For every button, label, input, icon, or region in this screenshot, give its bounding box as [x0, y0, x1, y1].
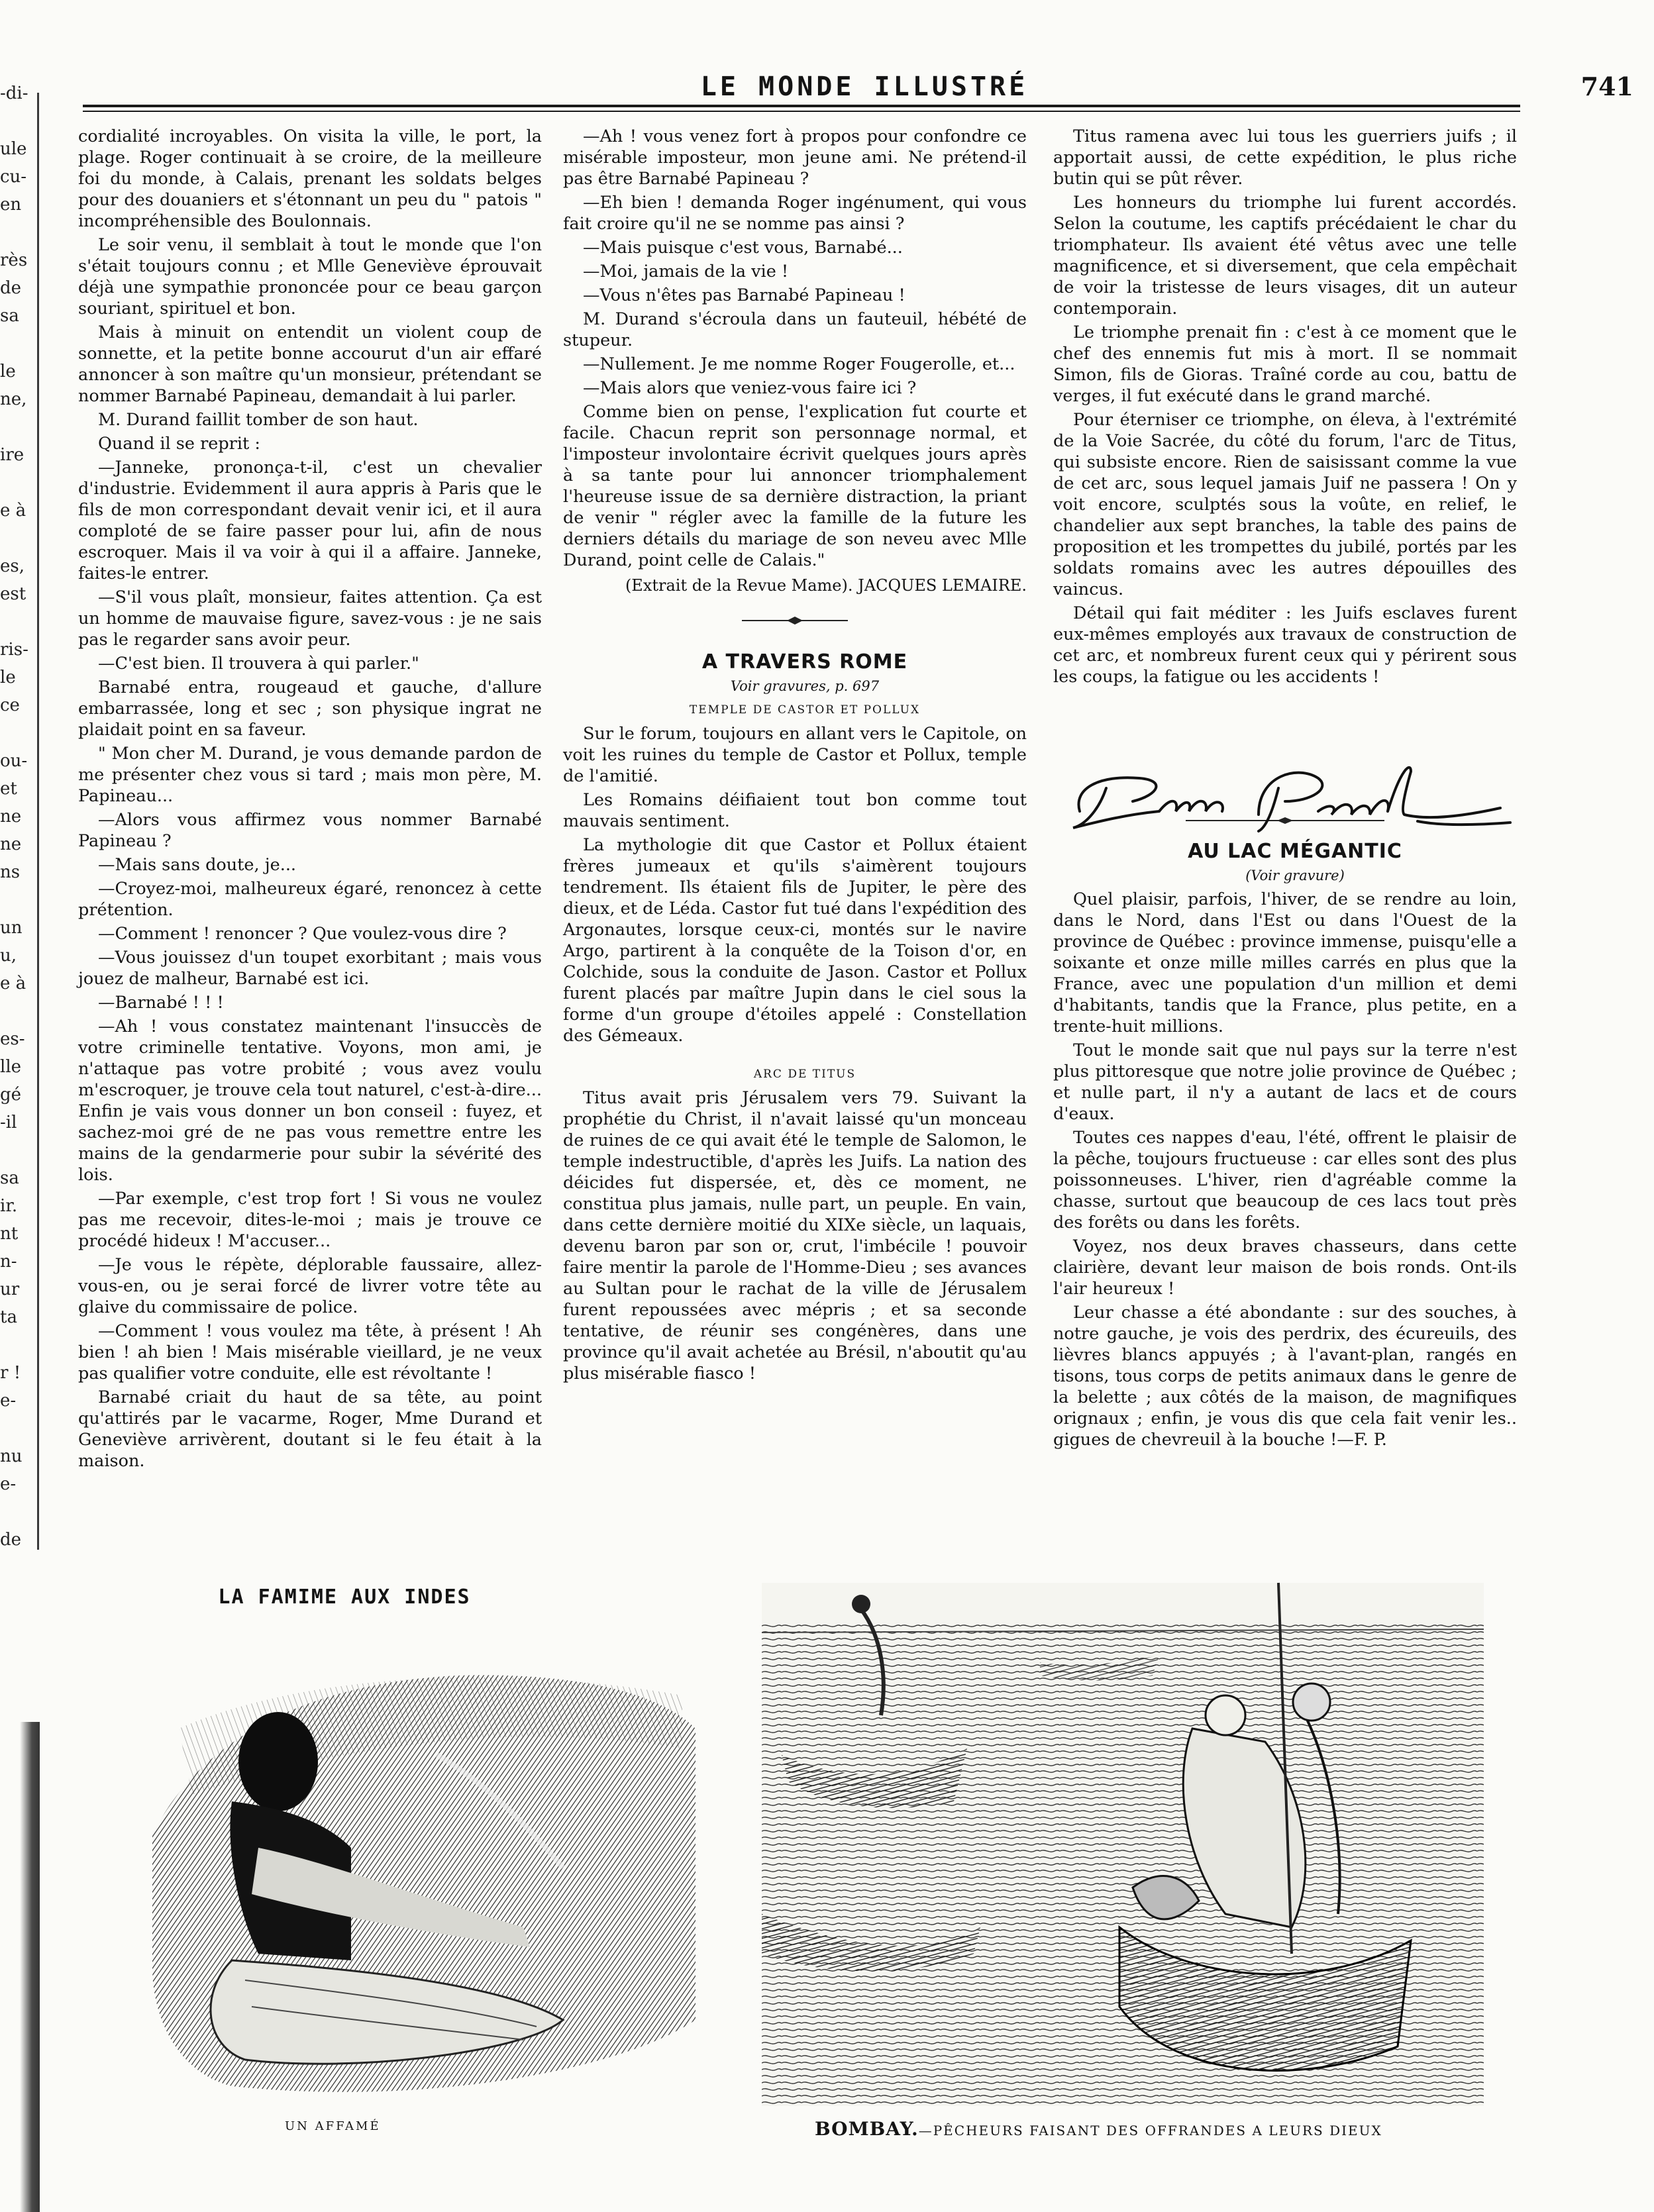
margin-fragment: un [0, 918, 23, 938]
paragraph: Barnabé entra, rougeaud et gauche, d'allure embarrassée, long et sec ; son physique ingrat ne plaidait point en sa faveur. [78, 678, 542, 740]
paragraph: —Eh bien ! demanda Roger ingénument, qui vous fait croire qu'il ne se nomme pas ainsi ? [563, 193, 1027, 234]
section-subtitle-rome: Voir gravures, p. 697 [730, 678, 880, 694]
margin-fragment: es, [0, 556, 25, 576]
paragraph: Tout le monde sait que nul pays sur la terre n'est plus pittoresque que notre jolie province de Québec ; et nulle part, il n'y a autant de lacs et de cours d'eaux. [1053, 1040, 1517, 1124]
paragraph: —Je vous le répète, déplorable faussaire, allez-vous-en, ou je serai forcé de livrer votre tête au glaive du commissaire de police. [78, 1255, 542, 1317]
paragraph: Voyez, nos deux braves chasseurs, dans cette clairière, devant leur maison de bois ronds. Ont-ils l'air heureux ! [1053, 1236, 1517, 1299]
margin-fragment [0, 608, 32, 636]
margin-fragment [0, 413, 32, 441]
margin-fragment: es- [0, 1029, 25, 1049]
titus-continuation [1053, 126, 1517, 687]
margin-fragment [0, 1136, 32, 1164]
paragraph: —Par exemple, c'est trop fort ! Si vous ne voulez pas me recevoir, dites-le-moi ; mais je trouve ce procédé hideux ! M'accuser... [78, 1189, 542, 1251]
margin-fragment: cu- [0, 167, 27, 187]
margin-fragment: ule [0, 139, 27, 159]
margin-fragment: e à [0, 501, 26, 521]
margin-fragment: gé [0, 1085, 22, 1105]
margin-fragment: le [0, 668, 16, 687]
margin-fragment [0, 525, 32, 552]
paragraph: Le soir venu, il semblait à tout le monde que l'on s'était toujours connu ; et Mlle Geneviève éprouvait déjà une sympathie prononcée pour ce beau garçon souriant, spirituel et bon. [78, 235, 542, 319]
engraving-starving-man [152, 1649, 696, 2106]
margin-fragment: est [0, 584, 26, 604]
newspaper-title: LE MONDE ILLUSTRÉ [700, 72, 1029, 102]
margin-fragment [0, 330, 32, 358]
paragraph: —Comment ! vous voulez ma tête, à présent ! Ah bien ! ah bien ! Mais misérable vieillard, je ne veux pas qualifier votre conduite, elle est révoltante ! [78, 1321, 542, 1383]
left-margin-strip [0, 79, 32, 1550]
column-2 [563, 126, 1027, 1387]
margin-fragment: e à [0, 974, 26, 993]
margin-fragment: ne [0, 834, 22, 854]
column-1 [78, 126, 542, 1474]
story-credit: (Extrait de la Revue Mame). JACQUES LEMAIRE. [625, 576, 1027, 595]
margin-fragment: nu [0, 1446, 23, 1466]
margin-fragment: n- [0, 1252, 17, 1272]
paragraph: " Mon cher M. Durand, je vous demande pardon de me présenter chez vous si tard ; mais mon père, M. Papineau... [78, 744, 542, 806]
margin-fragment: rès [0, 250, 28, 270]
margin-fragment: ire [0, 445, 25, 465]
paragraph: —C'est bien. Il trouvera à qui parler." [98, 654, 419, 674]
margin-fragment: -il [0, 1113, 17, 1132]
margin-fragment: e- [0, 1391, 17, 1411]
binding-shadow [20, 1722, 40, 2212]
margin-fragment: ur [0, 1280, 20, 1299]
margin-fragment: ns [0, 862, 21, 882]
margin-fragment: ir. [0, 1196, 18, 1216]
paragraph: —Croyez-moi, malheureux égaré, renoncez à cette prétention. [78, 879, 542, 920]
paragraph: —Janneke, prononça-t-il, c'est un chevalier d'industrie. Evidemment il aura appris à Paris que le fils de mon correspondant devait venir ici, et il aura comploté de se faire passer pour lui, afin de nous escroquer. Mais il va voir à qui il a affaire. Janneke, faites-le entrer. [78, 458, 542, 583]
paragraph: Toutes ces nappes d'eau, l'été, offrent le plaisir de la pêche, toujours fructueuse : car elles sont des plus poissonneuses. L'hiver, rien d'agréable comme la chasse, surtout que beaucoup de ces lacs tout près des forêts ou dans les forêts. [1053, 1128, 1517, 1232]
margin-fragment: de [0, 278, 22, 298]
paragraph: Titus ramena avec lui tous les guerriers juifs ; il apportait aussi, de cette expédition, le plus riche butin qui se pût rêver. [1053, 126, 1517, 189]
margin-fragment: -di- [0, 83, 28, 103]
margin-fragment: ou- [0, 751, 28, 771]
paragraph: Quel plaisir, parfois, l'hiver, de se rendre au loin, dans le Nord, dans l'Est ou dans l'Ouest de la province de Québec : province immense, puisqu'elle a soixante et onze mille milles carrés en plus que la France, avec une population d'un million et demi d'habitants, tandis que la France, plus petite, en a trente-huit millions. [1053, 889, 1517, 1036]
engraving-bombay-fishermen [762, 1583, 1484, 2106]
margin-fragment: sa [0, 306, 19, 326]
paragraph: —Vous n'êtes pas Barnabé Papineau ! [583, 285, 905, 305]
margin-fragment [0, 469, 32, 497]
paragraph: Détail qui fait méditer : les Juifs esclaves furent eux-mêmes employés aux travaux de construction de cet arc, et nombreux furent ceux qui y périrent sous les coups, la fatigue ou les accidents ! [1053, 603, 1517, 687]
paragraph: —Mais puisque c'est vous, Barnabé... [583, 238, 903, 258]
story-conclusion [563, 126, 1027, 571]
paragraph: Titus avait pris Jérusalem vers 79. Suivant la prophétie du Christ, il n'avait laissé qu'un monceau de ruines de ce qui avait été le temple de Salomon, le temple indestructible, d'après les Juifs. La nation des déicides fut dispersée, et, dès ce moment, ne constitua plus jamais, nulle part, un peuple. En vain, dans cette dernière moitié du XIXe siècle, un laquais, devenu baron par son or, crut, l'imbécile ! pouvoir faire mentir la parole de l'Homme-Dieu ; ses avances au Sultan pour le rachat de la ville de Jérusalem furent repoussées avec mépris ; et sa seconde tentative, de réunir ses congénères, dans une province qu'il avait achetée au Brésil, n'aboutit qu'au plus misérable fiasco ! [563, 1088, 1027, 1383]
titus-text [563, 1087, 1027, 1384]
section-title-rome: A TRAVERS ROME [701, 650, 908, 674]
paragraph: —Barnabé ! ! ! [98, 993, 224, 1013]
margin-fragment [0, 1498, 32, 1526]
paragraph: —Comment ! renoncer ? Que voulez-vous dire ? [98, 924, 507, 944]
margin-fragment: de [0, 1530, 22, 1550]
paragraph: Comme bien on pense, l'explication fut courte et facile. Chacun reprit son personnage normal, et l'imposteur involontaire écrivit quelques jours après à sa tante pour lui annoncer triomphalement l'heureuse issue de sa dernière distraction, la priant de venir " régler avec la famille de la future les derniers détails du mariage de son neveu avec Mlle Durand, point celle de Calais." [563, 402, 1027, 570]
paragraph: M. Durand faillit tomber de son haut. [98, 410, 419, 430]
margin-fragment: lle [0, 1057, 22, 1077]
lac-text [1053, 889, 1517, 1450]
margin-fragment: et [0, 779, 17, 799]
paragraph: Quand il se reprit : [98, 434, 260, 454]
paragraph: Barnabé criait du haut de sa tête, au point qu'attirés par le vacarme, Roger, Mme Durand et Geneviève arrivèrent, doutant si le feu était à la maison. [78, 1387, 542, 1471]
masthead [79, 72, 1649, 102]
margin-fragment: ta [0, 1307, 17, 1327]
margin-fragment: le [0, 362, 16, 381]
paragraph: —Ah ! vous constatez maintenant l'insuccès de votre criminelle tentative. Voyons, mon ami, je n'attaque pas votre probité ; vous avez voulu m'escroquer, je trouve cela tout naturel, c'est-à-dire... Enfin je vais vous donner un bon conseil : fuyez, et sachez-moi gré de ne pas vous remettre entre les mains de la gendarmerie pour subir la sévérité des lois. [78, 1017, 542, 1185]
margin-fragment [0, 886, 32, 914]
paragraph: —Nullement. Je me nomme Roger Fougerolle, et... [583, 354, 1015, 374]
margin-fragment: sa [0, 1168, 19, 1188]
section-subtitle-lac: (Voir gravure) [1245, 868, 1345, 883]
margin-fragment: ne, [0, 389, 27, 409]
masthead-rule [83, 105, 1520, 107]
margin-fragment [0, 1331, 32, 1359]
illustration-title-famine: LA FAMIME AUX INDES [218, 1585, 471, 1609]
paragraph: M. Durand s'écroula dans un fauteuil, hébété de stupeur. [563, 309, 1027, 350]
margin-fragment: en [0, 195, 22, 215]
paragraph: Le triomphe prenait fin : c'est à ce moment que le chef des ennemis fut mis à mort. Il se nommait Simon, fils de Gioras. Traîné corde au cou, battu de verges, il fut exécuté dans le grand marché. [1053, 323, 1517, 406]
section-title-lac: AU LAC MÉGANTIC [1188, 840, 1402, 863]
margin-fragment: ris- [0, 640, 28, 660]
caption-bombay-rest: —PÊCHEURS FAISANT DES OFFRANDES A LEURS DIEUX [918, 2123, 1382, 2138]
margin-fragment: ce [0, 695, 20, 715]
paragraph: —S'il vous plaît, monsieur, faites attention. Ça est un homme de mauvaise figure, savez-vous : je ne sais pas le regarder sans avoir peur. [78, 587, 542, 650]
margin-fragment [0, 219, 32, 246]
paragraph: Leur chasse a été abondante : sur des souches, à notre gauche, je vois des perdrix, des écureuils, des lièvres blancs appuyés ; à l'avant-plan, rangés en tisons, tous corps de petits animaux dans le genre de la belette ; aux côtés de la maison, de magnifiques orignaux ; enfin, je vous dis que cela fait venir les.. gigues de chevreuil à la bouche !—F. P. [1053, 1303, 1517, 1450]
paragraph: —Ah ! vous venez fort à propos pour confondre ce misérable imposteur, mon jeune ami. Ne prétend-il pas être Barnabé Papineau ? [563, 126, 1027, 189]
signature-firmin-picard [1060, 748, 1517, 848]
paragraph: Les honneurs du triomphe lui furent accordés. Selon la coutume, les captifs précédaient le char du triomphateur. Ils avaient été vêtus avec une telle magnificence, et si diversement, que cela empêchait de voir la tristesse de leurs visages, dit un auteur contemporain. [1053, 193, 1517, 319]
paragraph: Pour éterniser ce triomphe, on éleva, à l'extrémité de la Voie Sacrée, du côté du forum, l'arc de Titus, qui subsiste encore. Rien de saisissant comme la vue de cet arc, sous lequel jamais Juif ne passera ! On y voit encore, sculptés sous la voûte, en relief, le chandelier aux sept branches, la table des pains de proposition et les trompettes du jubilé, portés par les soldats romains avec les autres dépouilles des vaincus. [1053, 410, 1517, 599]
paragraph: Sur le forum, toujours en allant vers le Capitole, on voit les ruines du temple de Castor et Pollux, temple de l'amitié. [563, 724, 1027, 786]
caption-bombay [815, 2118, 1382, 2140]
paragraph: —Vous jouissez d'un toupet exorbitant ; mais vous jouez de malheur, Barnabé est ici. [78, 948, 542, 989]
subheading-castor: TEMPLE DE CASTOR ET POLLUX [689, 703, 921, 717]
subheading-titus: ARC DE TITUS [753, 1068, 856, 1081]
paragraph: —Moi, jamais de la vie ! [583, 262, 789, 281]
masthead-rule-thin [83, 111, 1520, 112]
caption-famine: UN AFFAMÉ [285, 2119, 381, 2133]
margin-fragment: ne [0, 807, 22, 827]
paragraph: —Alors vous affirmez vous nommer Barnabé Papineau ? [78, 810, 542, 851]
margin-fragment [0, 107, 32, 135]
margin-fragment [0, 997, 32, 1025]
paragraph: —Mais sans doute, je... [98, 855, 297, 875]
paragraph: cordialité incroyables. On visita la ville, le port, la plage. Roger continuait à se croire, de la meilleure foi du monde, à Calais, prenant les soldats belges pour des douaniers et s'étonnant un peu du " patois " incompréhensible des Boulonnais. [78, 126, 542, 231]
caption-bombay-lead: BOMBAY. [815, 2118, 919, 2140]
margin-fragment [0, 1415, 32, 1442]
left-column-rule [37, 93, 39, 1550]
margin-fragment: u, [0, 946, 17, 966]
paragraph: La mythologie dit que Castor et Pollux étaient frères jumeaux et qu'ils s'aimèrent toujours tendrement. Ils étaient fils de Jupiter, le père des dieux, et de Léda. Castor fut tué dans l'expédition des Argonautes, lorsque ceux-ci, montés sur le navire Argo, partirent à la conquête de la Toison d'or, en Colchide, sous la conduite de Jason. Castor et Pollux furent placés par maître Jupin dans le ciel sous la forme d'un groupe d'étoiles appelé : Constellation des Gémeaux. [563, 835, 1027, 1046]
paragraph: —Mais alors que veniez-vous faire ici ? [583, 378, 917, 398]
paragraph: Mais à minuit on entendit un violent coup de sonnette, et la petite bonne accourut d'un air effaré annoncer à son maître qu'un monsieur, prétendant se nommer Barnabé Papineau, demandait à lui parler. [78, 323, 542, 406]
margin-fragment [0, 719, 32, 747]
page-number: 741 [1580, 72, 1633, 101]
margin-fragment: e- [0, 1474, 17, 1494]
paragraph: Les Romains déifiaient tout bon comme tout mauvais sentiment. [563, 790, 1027, 831]
margin-fragment: nt [0, 1224, 19, 1244]
margin-fragment: r ! [0, 1363, 21, 1383]
castor-text [563, 723, 1027, 1046]
ornament-divider [742, 616, 848, 625]
